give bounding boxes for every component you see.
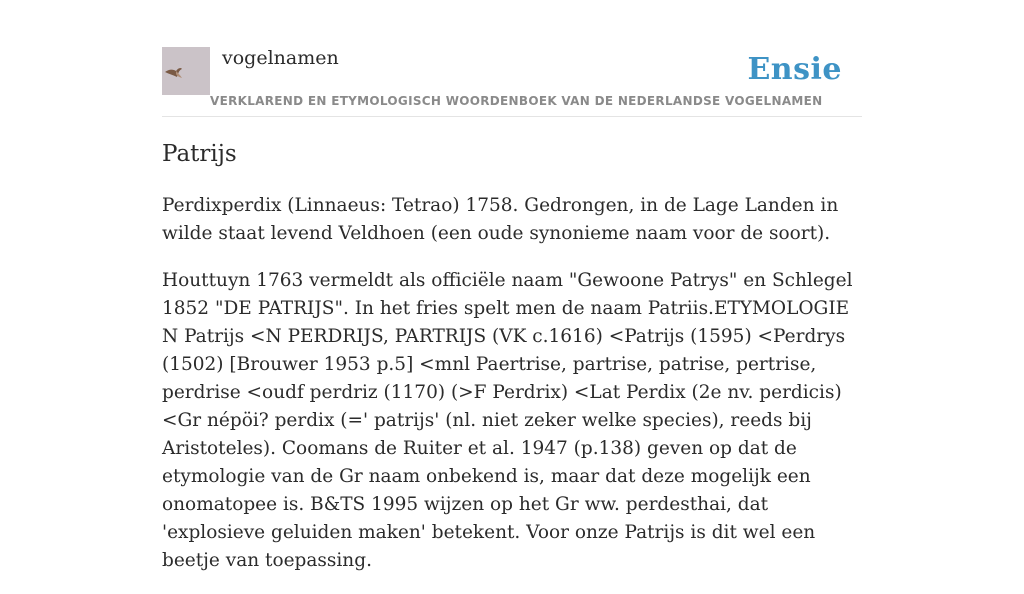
site-header bbox=[162, 46, 862, 117]
bird-photo-icon bbox=[162, 47, 210, 95]
site-name[interactable]: vogelnamen bbox=[222, 47, 339, 69]
site-tagline: VERKLAREND EN ETYMOLOGISCH WOORDENBOEK VAN DE NEDERLANDSE VOGELNAMEN bbox=[210, 94, 823, 108]
site-avatar[interactable] bbox=[162, 47, 210, 95]
entry-paragraph: Houttuyn 1763 vermeldt als officiële naam "Gewoone Patrys" en Schlegel 1852 "DE PATRIJS". In het fries spelt men de naam Patriis.ETYMOLOGIE N Patrijs <N PERDRIJS, PARTRIJS (VK c.1616) <Patrijs (1595) <Perdrys (1502) [Brouwer 1953 p.5] <mnl Paertrise, partrise, patrise, pertrise, perdrise <oudf perdriz (1170) (>F Perdrix) <Lat Perdix (2e nv. perdicis) <Gr népöi? perdix (=' patrijs' (nl. niet zeker welke species), reeds bij Aristoteles). Coomans de Ruiter et al. 1947 (p.138) geven op dat de etymologie van de Gr naam onbekend is, maar dat deze mogelijk een onomatopee is. B&TS 1995 wijzen op het Gr ww. perdesthai, dat 'explosieve geluiden maken' betekent. Voor onze Patrijs is dit wel een beetje van toepassing. bbox=[162, 270, 853, 571]
entry-title: Patrijs bbox=[162, 141, 237, 167]
entry-paragraph: Perdixperdix (Linnaeus: Tetrao) 1758. Gedrongen, in de Lage Landen in wilde staat levend Veldhoen (een oude synonieme naam voor de soort). bbox=[162, 195, 839, 244]
ensie-logo-link[interactable]: Ensie bbox=[747, 52, 842, 87]
entry-body bbox=[162, 192, 862, 594]
